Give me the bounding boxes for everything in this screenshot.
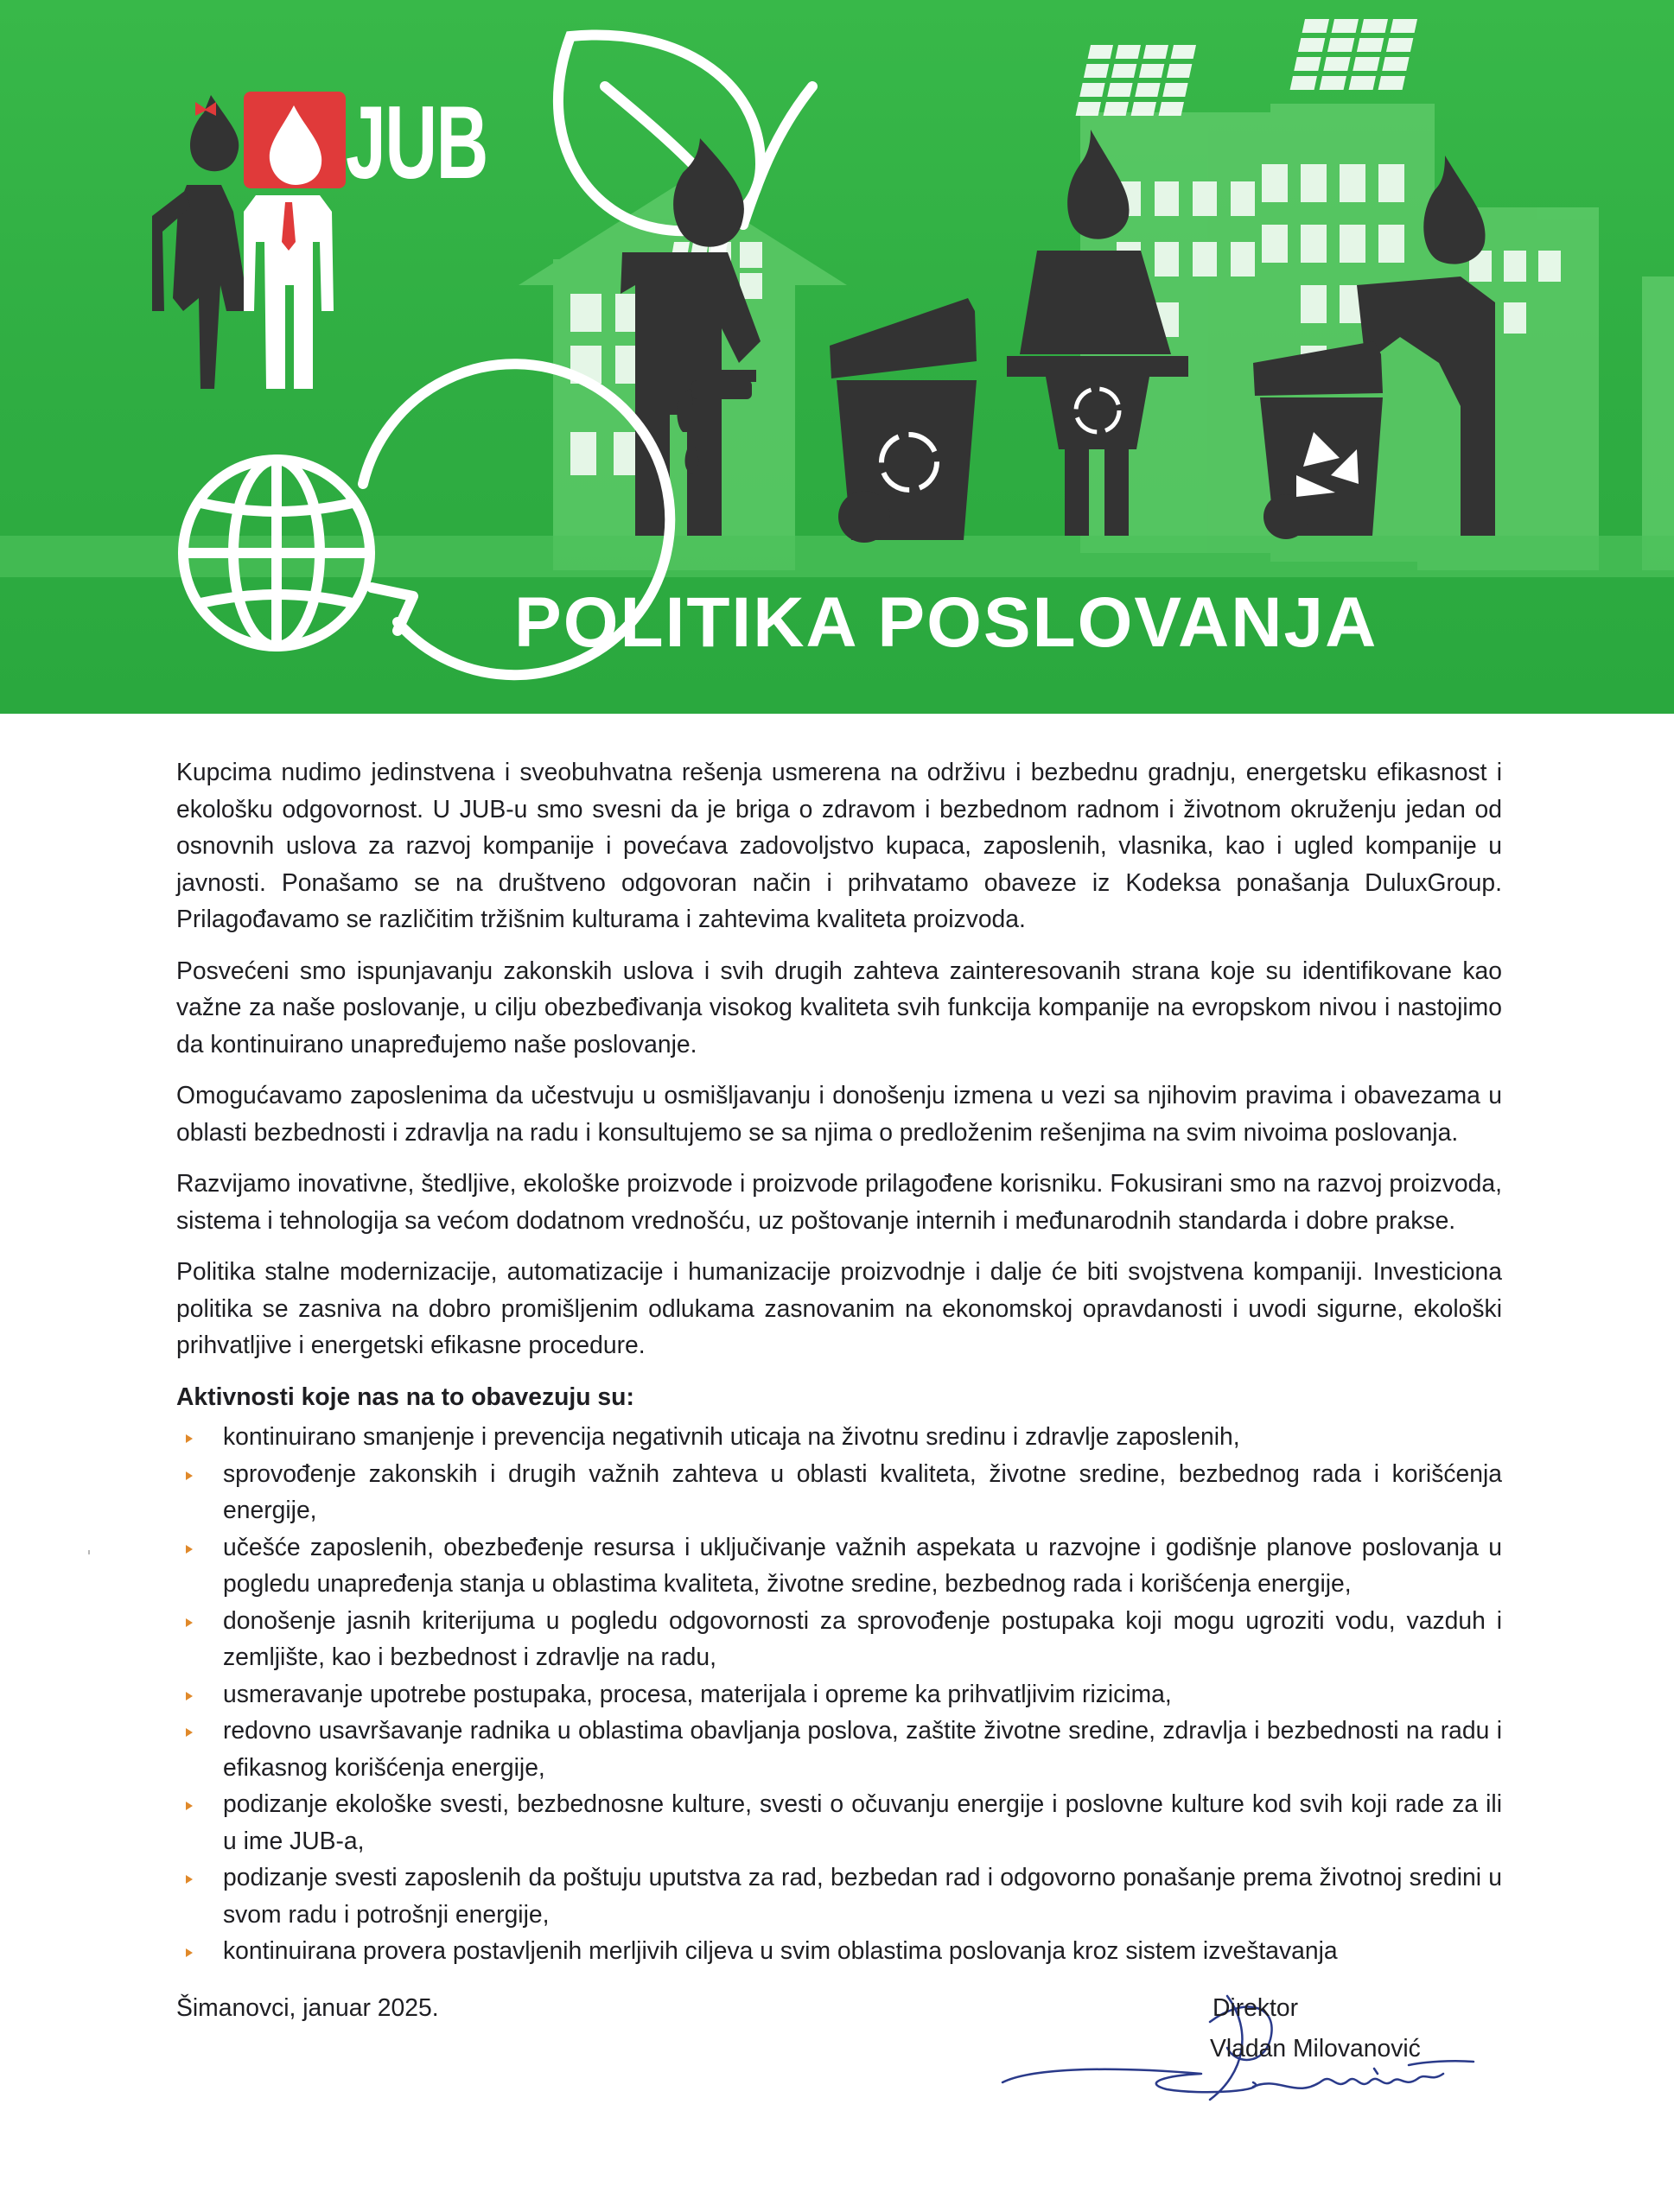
page-title: POLITIKA POSLOVANJA (514, 583, 1378, 662)
paragraph-innovation: Razvijamo inovativne, štedljive, ekološke proizvode i proizvode prilagođene korisniku. Fokusirani smo na razvoj proizvoda, sistema i tehnologija sa većom dodatnom vrednošću, uz poštovanje internih i međunarodnih standarda i dobre prakse. (176, 1169, 1502, 1234)
paragraph-legal-requirements: Posvećeni smo ispunjavanju zakonskih uslova i svih drugih zahteva zainteresovanih strana koje su identifikovane kao važne za naše poslovanje, u cilju obezbeđivanja visokog kvaliteta svih funkcija kompanije na evropskom nivou i nastojimo da kontinuirano unapređujemo naše poslovanje. (176, 956, 1502, 1058)
list-item-text: usmeravanje upotrebe postupaka, procesa, materijala i opreme ka prihvatljivim rizicima, (223, 1679, 1172, 1707)
list-item (176, 1529, 1502, 1602)
bullet-arrow-icon (186, 1728, 193, 1737)
header-banner (0, 0, 1674, 714)
paragraph-customers: Kupcima nudimo jedinstvena i sveobuhvatna rešenja usmerena na održivu i bezbednu gradnju, energetsku efikasnost i ekološku odgovornost. U JUB-u smo svesni da je briga o zdravom i bezbednom radnom i životnom okruženju jedan od osnovnih uslova za razvoj kompanije i povećava zadovoljstvo kupaca, zaposlenih, vlasnika, kao i ugled kompanije u javnosti. Ponašamo se na društveno odgovoran način i prihvatamo obaveze iz Kodeksa ponašanja DuluxGroup. Prilagođavamo se različitim tržišnim kulturama i zahtevima kvaliteta proizvoda. (176, 758, 1502, 932)
bullet-arrow-icon (186, 1948, 193, 1957)
activity-list (176, 1418, 1502, 1969)
list-item-text: sprovođenje zakonskih i drugih važnih zahteva u oblasti kvaliteta, životne sredine, bezbednog rada i korišćenja energije, (223, 1459, 1502, 1523)
list-item (176, 1932, 1502, 1969)
paragraph-employee-participation: Omogućavamo zaposlenima da učestvuju u osmišljavanju i donošenju izmena u vezi sa njihovim pravima i obavezama u oblasti bezbednosti i zdravlja na radu i konsultujemo se sa njima o predloženim rešenjima na svim nivoima poslovanja. (176, 1081, 1502, 1146)
list-item-text: kontinuirano smanjenje i prevencija negativnih uticaja na životnu sredinu i zdravlje zaposlenih, (223, 1422, 1240, 1450)
list-item (176, 1602, 1502, 1675)
director-name: Vladan Milovanović (1210, 2034, 1421, 2062)
jub-logo-text: JUB (346, 85, 487, 200)
bullet-arrow-icon (186, 1545, 193, 1554)
scan-mark (88, 1550, 90, 1554)
bullet-arrow-icon (186, 1692, 193, 1700)
list-item-text: podizanje ekološke svesti, bezbednosne kulture, svesti o očuvanju energije i poslovne kulture kod svih koji rade za ili u ime JUB-a, (223, 1789, 1502, 1854)
list-item-text: redovno usavršavanje radnika u oblastima obavljanja poslova, zaštite životne sredine, zdravlja i bezbednosti na radu i efikasnog korišćenja energije, (223, 1716, 1502, 1781)
paragraph-modernization: Politika stalne modernizacije, automatizacije i humanizacije proizvodnje i dalje će biti svojstvena kompaniji. Investiciona politika se zasniva na dobro promišljenim odlukama zasnovanim na ekonomskoj opravdanosti i uvodi sigurne, ekološki prihvatljive i energetski efikasne procedure. (176, 1257, 1502, 1358)
bullet-arrow-icon (186, 1471, 193, 1480)
list-item (176, 1455, 1502, 1529)
list-item-text: donošenje jasnih kriterijuma u pogledu odgovornosti za sprovođenje postupaka koji mogu ugroziti vodu, vazduh i zemljište, kao i bezbednost i zdravlje na radu, (223, 1605, 1502, 1670)
list-item (176, 1418, 1502, 1455)
jub-logo-icon (152, 92, 346, 389)
document-body (176, 753, 1502, 1969)
activities-heading: Aktivnosti koje nas na to obavezuju su: (176, 1382, 634, 1410)
list-item-text: kontinuirana provera postavljenih merljivih ciljeva u svim oblastima poslovanja kroz sistem izveštavanja (223, 1936, 1338, 1964)
list-item (176, 1859, 1502, 1932)
bullet-arrow-icon (186, 1802, 193, 1810)
list-item (176, 1785, 1502, 1859)
list-item-text: učešće zaposlenih, obezbeđenje resursa i uključivanje važnih aspekata u razvojne i godišnje planove poslovanja u pogledu unapređenja stanja u oblastima kvaliteta, životne sredine, bezbednog rada i korišćenja energije, (223, 1532, 1502, 1597)
place-date: Šimanovci, januar 2025. (176, 1993, 439, 2021)
bullet-arrow-icon (186, 1875, 193, 1884)
list-item (176, 1675, 1502, 1713)
bullet-arrow-icon (186, 1434, 193, 1443)
list-item (176, 1712, 1502, 1785)
director-title: Direktor (1213, 1993, 1299, 2021)
list-item-text: podizanje svesti zaposlenih da poštuju uputstva za rad, bezbedan rad i odgovorno ponašanje prema životnoj sredini u svom radu i potrošnji energije, (223, 1863, 1502, 1928)
bullet-arrow-icon (186, 1618, 193, 1627)
recycle-bin-icon (830, 298, 977, 543)
